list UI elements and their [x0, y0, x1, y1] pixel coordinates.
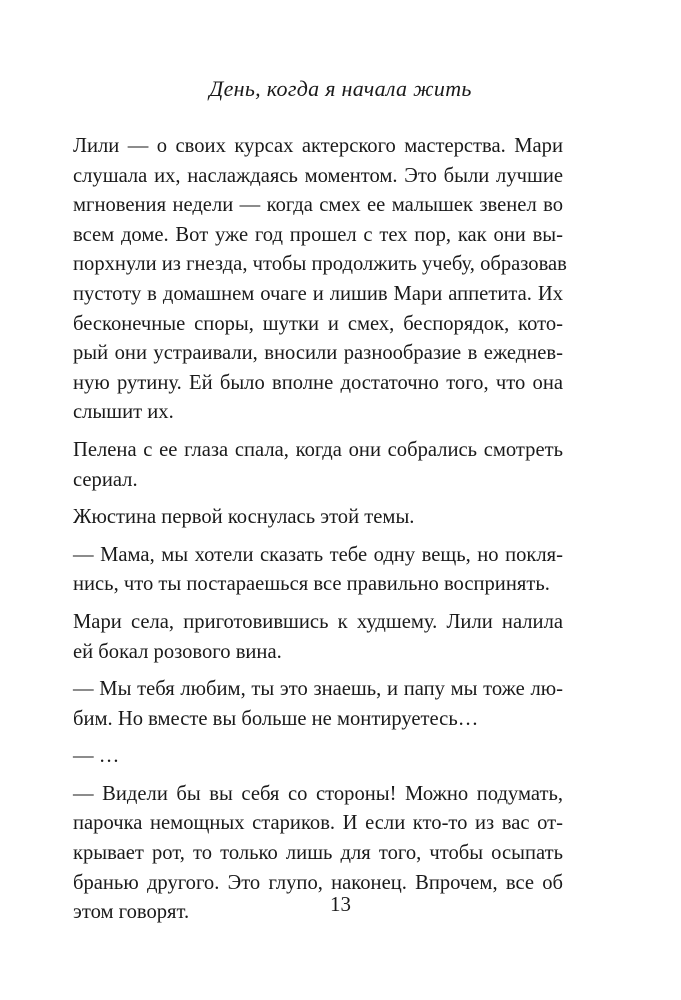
text-line: пустоту в домашнем очаге и лишив Мари аппетита. Их: [73, 282, 563, 305]
paragraph: [73, 742, 563, 772]
text-line: ную рутину. Ей было вполне достаточно того, что она: [73, 371, 563, 394]
text-line: — Мама, мы хотели сказать тебе одну вещь, но покля-: [73, 543, 563, 566]
text-line: парочка немощных стариков. И если кто-то из вас от-: [73, 812, 563, 835]
text-line: — …: [73, 745, 120, 768]
body-text: [73, 132, 567, 928]
text-line: мгновения недели — когда смех ее малышек звенел во: [73, 194, 563, 217]
paragraph-gap: [73, 428, 563, 436]
page-number: 13: [330, 892, 351, 916]
text-line: бесконечные споры, шутки и смех, беспорядок, кото-: [73, 312, 563, 335]
paragraph: [73, 436, 563, 495]
paragraph: [73, 132, 567, 428]
text-line: бим. Но вместе вы больше не монтируетесь…: [73, 707, 479, 730]
text-line: ей бокал розового вина.: [73, 640, 282, 663]
paragraph-gap: [73, 734, 563, 742]
text-line: слушала их, наслаждаясь моментом. Это были лучшие: [73, 164, 563, 187]
text-line: слышит их.: [73, 401, 174, 424]
text-line: Жюстина первой коснулась этой темы.: [73, 506, 415, 529]
paragraph-gap: [73, 667, 563, 675]
text-line: рый они устраивали, вносили разнообразие в ежеднев-: [73, 342, 563, 365]
text-line: нись, что ты постараешься все правильно воспринять.: [73, 573, 550, 596]
paragraph: [73, 608, 563, 667]
text-line: всем доме. Вот уже год прошел с тех пор, как они вы-: [73, 223, 563, 246]
text-line: порхнули из гнезда, чтобы продолжить учебу, образовав: [73, 253, 567, 276]
text-line: Пелена с ее глаза спала, когда они собрались смотреть: [73, 438, 563, 461]
text-line: — Мы тебя любим, ты это знаешь, и папу мы тоже лю-: [73, 678, 563, 701]
paragraph: [73, 675, 563, 734]
paragraph-gap: [73, 533, 563, 541]
text-line: бранью другого. Это глупо, наконец. Впрочем, все об: [73, 871, 563, 894]
text-line: этом говорят.: [73, 901, 190, 924]
text-line: — Видели бы вы себя со стороны! Можно подумать,: [73, 782, 563, 805]
running-head: День, когда я начала жить: [209, 76, 472, 101]
paragraph-gap: [73, 772, 563, 780]
text-line: Лили — о своих курсах актерского мастерства. Мари: [73, 135, 563, 157]
text-line: крывает рот, то только лишь для того, чтобы осыпать: [73, 842, 563, 865]
paragraph: [73, 503, 563, 533]
text-line: сериал.: [73, 468, 138, 491]
paragraph-gap: [73, 600, 563, 608]
paragraph: [73, 541, 563, 600]
text-line: Мари села, приготовившись к худшему. Лили налила: [73, 610, 563, 633]
paragraph-gap: [73, 495, 563, 503]
